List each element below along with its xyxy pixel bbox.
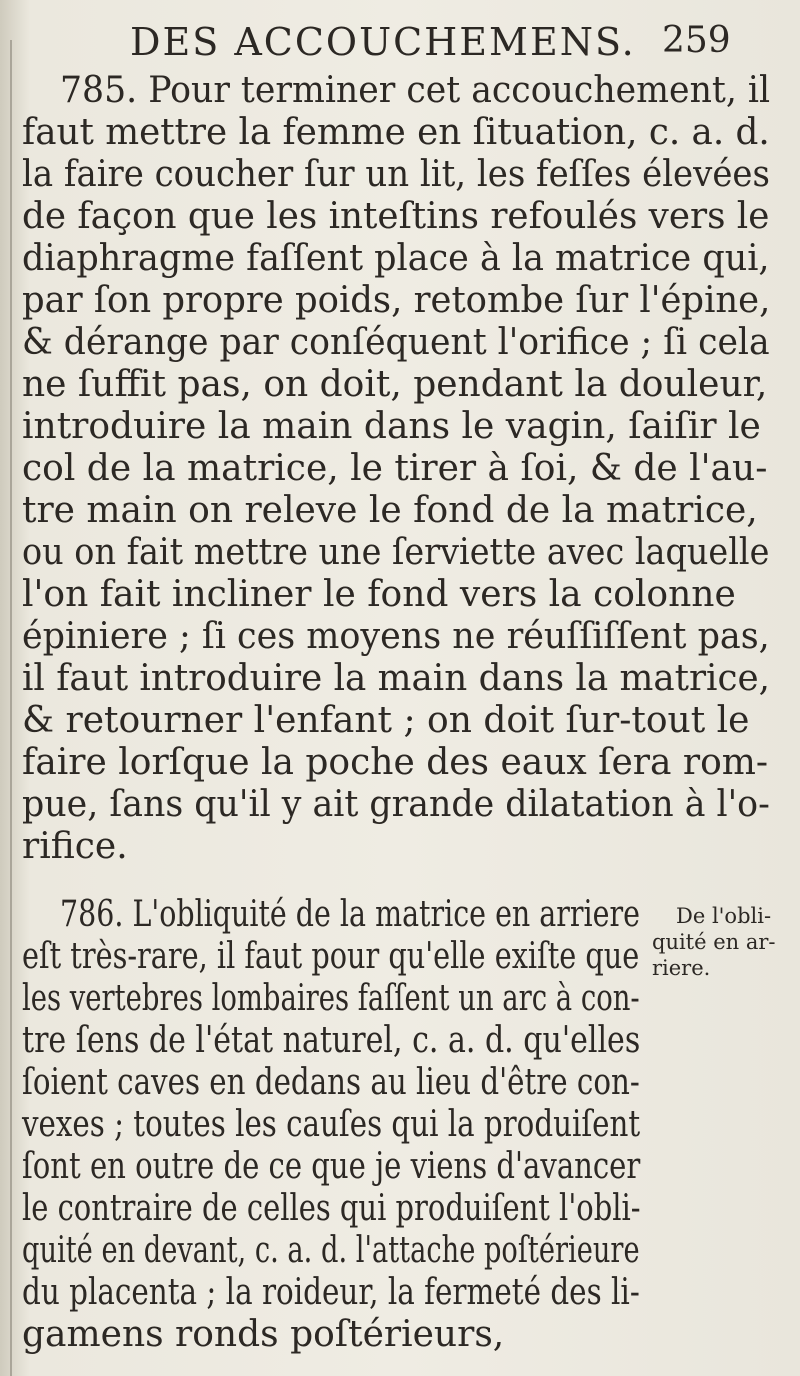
text-line: quité en devant, c. a. d. l'attache poſtérieure <box>22 1230 640 1271</box>
text-line: col de la matrice, le tirer à ſoi, & de l'au- <box>22 448 768 489</box>
text-line: vexes ; toutes les cauſes qui la produiſent <box>22 1104 641 1145</box>
text-line: & retourner l'enfant ; on doit ſur-tout le <box>22 700 750 741</box>
text-line: le contraire de celles qui produiſent l'obli- <box>22 1188 641 1229</box>
gutter-shadow <box>10 40 12 1376</box>
page-number: 259 <box>662 20 731 61</box>
margin-note-line: De l'obli- <box>676 904 772 928</box>
text-line: 786. L'obliquité de la matrice en arriere <box>60 894 640 935</box>
text-line: diaphragme faſſent place à la matrice qui, <box>22 238 770 279</box>
text-line: épiniere ; ſi ces moyens ne réuſſiſſent pas, <box>22 616 770 657</box>
text-line: gamens ronds poſtérieurs, <box>22 1314 505 1355</box>
text-line: par ſon propre poids, retombe ſur l'épine, <box>22 280 771 321</box>
text-line: ſoient caves en dedans au lieu d'être con- <box>22 1062 640 1103</box>
margin-note-line: quité en ar- <box>652 930 776 954</box>
text-line: de façon que les inteſtins refoulés vers le <box>22 196 770 237</box>
text-line: faut mettre la femme en ſituation, c. a. d. <box>22 112 770 153</box>
text-line: tre ſens de l'état naturel, c. a. d. qu'elles <box>22 1020 641 1061</box>
text-line: les vertebres lombaires faſſent un arc à con- <box>22 978 640 1019</box>
text-line: faire lorſque la poche des eaux ſera rom- <box>22 742 769 783</box>
text-line: & dérange par conſéquent l'orifice ; ſi cela <box>22 322 770 363</box>
text-line: pue, ſans qu'il y ait grande dilatation à l'o- <box>22 784 770 825</box>
text-line: ne ſuffit pas, on doit, pendant la douleur, <box>22 364 768 405</box>
text-line: tre main on releve le fond de la matrice, <box>22 490 758 531</box>
text-line: ou on fait mettre une ſerviette avec laquelle <box>22 532 770 573</box>
text-line: eſt très-rare, il faut pour qu'elle exiſte que <box>22 936 640 977</box>
text-line: l'on fait incliner le fond vers la colonne <box>22 574 736 615</box>
page-header <box>0 20 800 76</box>
running-head: DES ACCOUCHEMENS. <box>130 20 636 64</box>
text-line: 785. Pour terminer cet accouchement, il <box>60 70 771 111</box>
text-line: ſont en outre de ce que je viens d'avancer <box>22 1146 641 1187</box>
text-line: introduire la main dans le vagin, ſaiſir le <box>22 406 761 447</box>
text-line: rifice. <box>22 826 128 867</box>
margin-note-line: riere. <box>652 956 711 980</box>
text-line: du placenta ; la roideur, la fermeté des li- <box>22 1272 640 1313</box>
text-line: la faire coucher ſur un lit, les feſſes élevées <box>22 154 770 195</box>
text-line: il faut introduire la main dans la matrice, <box>22 658 770 699</box>
